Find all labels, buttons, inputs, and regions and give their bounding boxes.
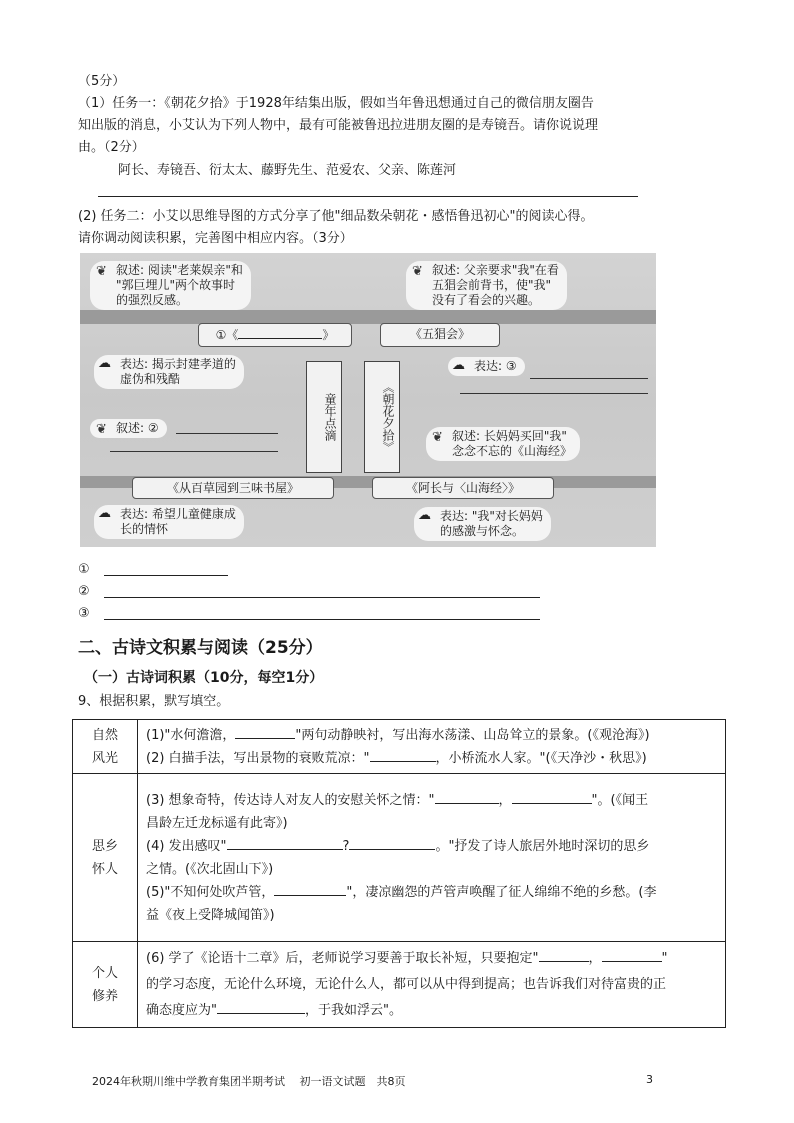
bubble-text: 长的情怀 [120,522,169,536]
recitation-table [72,719,726,1028]
item-3 [146,789,717,812]
item-2 [146,747,717,770]
box-baicaoyuan: 《从百草园到三味书屋》 [132,477,334,499]
mind-map [80,253,656,547]
item-text: ，于我如浮云"。 [304,1002,402,1018]
bubble-narrate-wuchang [406,261,567,310]
bubble-narrate-blank-2 [90,419,167,438]
bubble-text: 念念不忘的《山海经》 [452,444,573,458]
subsection-title: （一）古诗词积累（10分，每空1分） [84,670,324,686]
item-4-cont: 之情。(《次北固山下》) [146,861,274,877]
category-text: 怀人 [91,861,118,877]
bubble-express-filial [94,355,244,389]
item-text: "，凄凉幽怨的芦管声唤醒了征人绵绵不绝的乡愁。(李 [346,884,657,900]
nature-cell [138,720,726,774]
item-6-cont: 的学习态度，无论什么环境，无论什么人，都可以从中得到提高；也告诉我们对待富贵的正 [146,976,667,992]
item-text: "。(《闻王 [591,792,649,808]
bubble-text: 没有了看会的兴趣。 [432,293,541,307]
blank-r3b[interactable] [512,789,592,804]
item-5-cont: 益《夜上受降城闻笛》) [146,907,275,923]
item-text: 确态度应为" [146,1002,217,1018]
item-text: ， [588,950,602,966]
item-text: "两句动静映衬，写出海水荡漾、山岛耸立的景象。(《观沧海》) [295,727,650,743]
blank-r2[interactable] [370,747,436,762]
answer-line-2[interactable] [104,597,540,598]
homesick-cell [138,774,726,942]
bubble-express-blank-3 [448,357,525,376]
section-title: 二、古诗文积累与阅读（25分） [78,638,323,658]
blank-r6a[interactable] [539,947,589,962]
category-cultivation [73,942,138,1028]
bubble-text: 表达: 揭示封建孝道的 [120,357,236,371]
cloud-icon: ☁ [418,508,431,523]
blank-r3a[interactable] [435,789,499,804]
item-text: ， [498,792,512,808]
blank-3-line-2[interactable] [460,393,648,394]
bubble-text: 叙述: ② [116,421,159,435]
page-number: 3 [646,1073,653,1086]
answer-line-task1[interactable] [98,196,638,197]
answer-label-1: ① [78,562,90,577]
bubble-narrate-shanhaijing [426,427,580,461]
answer-label-3: ③ [78,606,90,621]
leaf-icon: ❦ [432,430,443,445]
box-title-blank-1[interactable] [198,323,352,347]
points-label: （5分） [78,74,126,89]
category-nature [73,720,138,774]
bubble-text: 叙述: 阅读"老莱娱亲"和 [116,263,243,277]
item-5 [146,881,717,904]
category-text: 风光 [91,750,118,766]
question-9: 9、根据积累，默写填空。 [78,694,230,709]
blank-r4a[interactable] [227,835,343,850]
blank-2-line[interactable] [176,433,278,434]
blank-1[interactable] [238,324,322,339]
answer-line-1[interactable] [104,575,228,576]
blank-r6c[interactable] [217,999,305,1014]
task1-line2: 知出版的消息，小艾认为下列人物中，最有可能被鲁迅拉进朋友圈的是寿镜吾。请你说说理 [78,118,599,133]
cultivation-cell [138,942,726,1028]
cloud-icon: ☁ [98,506,111,521]
leaf-icon: ❦ [412,264,423,279]
task1-line3: 由。（2分） [78,140,145,155]
center-childhood: 童年点滴 [306,361,342,473]
box-suffix: 》 [322,328,335,342]
item-text: " [661,950,668,966]
footer-text: 2024年秋期川维中学教育集团半期考试 初一语文试题 共8页 [92,1075,406,1088]
item-4 [146,835,717,858]
blank-3-line[interactable] [530,378,648,379]
mindmap-band-top [80,310,656,324]
bubble-text: 虚伪和残酷 [120,372,181,386]
box-achang: 《阿长与〈山海经〉》 [372,477,554,499]
item-6-end [146,998,717,1024]
item-text: ，小桥流水人家。"(《天净沙・秋思》) [435,750,647,766]
bubble-text: "郭巨埋儿"两个故事时 [116,278,236,292]
blank-2-line-2[interactable] [110,451,278,452]
leaf-icon: ❦ [96,422,107,437]
answer-label-2: ② [78,584,90,599]
task2-line2: 请你调动阅读积累，完善图中相应内容。（3分） [78,231,353,246]
character-list: 阿长、寿镜吾、衍太太、藤野先生、范爱农、父亲、陈莲河 [118,163,457,178]
item-text: (2) 白描手法，写出景物的衰败荒凉：" [146,750,370,766]
answer-line-3[interactable] [104,619,540,620]
item-text: (3) 想象奇特，传达诗人对友人的安慰关怀之情：" [146,792,435,808]
item-text: (4) 发出感叹" [146,838,227,854]
leaf-icon: ❦ [96,264,107,279]
blank-r5[interactable] [274,881,346,896]
item-1 [146,724,717,747]
item-text: ? [342,838,350,854]
blank-r1[interactable] [235,724,295,739]
item-6 [146,946,717,972]
box-prefix: ①《 [215,328,239,342]
category-text: 思乡 [91,838,118,854]
bubble-text: 五猖会前背书，使"我" [432,278,552,292]
item-text: (6) 学了《论语十二章》后，老师说学习要善于取长补短，只要抱定" [146,950,539,966]
category-text: 修养 [91,988,118,1004]
category-text: 个人 [91,965,118,981]
bubble-text: 叙述: 长妈妈买回"我" [452,429,567,443]
bubble-express-gratitude [414,507,551,541]
item-text: 。"抒发了诗人旅居外地时深切的思乡 [435,838,650,854]
blank-r6b[interactable] [602,947,662,962]
bubble-text: 表达: "我"对长妈妈 [440,509,543,523]
bubble-narrate-laolai [90,261,251,310]
category-homesick [73,774,138,942]
cloud-icon: ☁ [452,358,465,373]
bubble-text: 的感激与怀念。 [440,524,525,538]
cloud-icon: ☁ [98,356,111,371]
item-text: (5)"不知何处吹芦管， [146,884,275,900]
item-3-cont: 昌龄左迁龙标遥有此寄》) [146,815,288,831]
task2-line1: (2) 任务二：小艾以思维导图的方式分享了他"细品数朵朝花・感悟鲁迅初心"的阅读心得。 [78,209,594,224]
center-book-title: 《朝花夕拾》 [364,361,400,473]
bubble-express-children [94,505,244,539]
bubble-text: 表达: 希望儿童健康成 [120,507,236,521]
task1-line1: （1）任务一：《朝花夕拾》于1928年结集出版，假如当年鲁迅想通过自己的微信朋友圈告 [78,96,594,111]
bubble-text: 的强烈反感。 [116,293,189,307]
category-text: 自然 [91,727,118,743]
blank-r4b[interactable] [349,835,435,850]
bubble-text: 表达: ③ [474,359,517,373]
box-wuchanghui: 《五猖会》 [380,323,500,347]
item-text: (1)"水何澹澹， [146,727,236,743]
bubble-text: 叙述: 父亲要求"我"在看 [432,263,559,277]
